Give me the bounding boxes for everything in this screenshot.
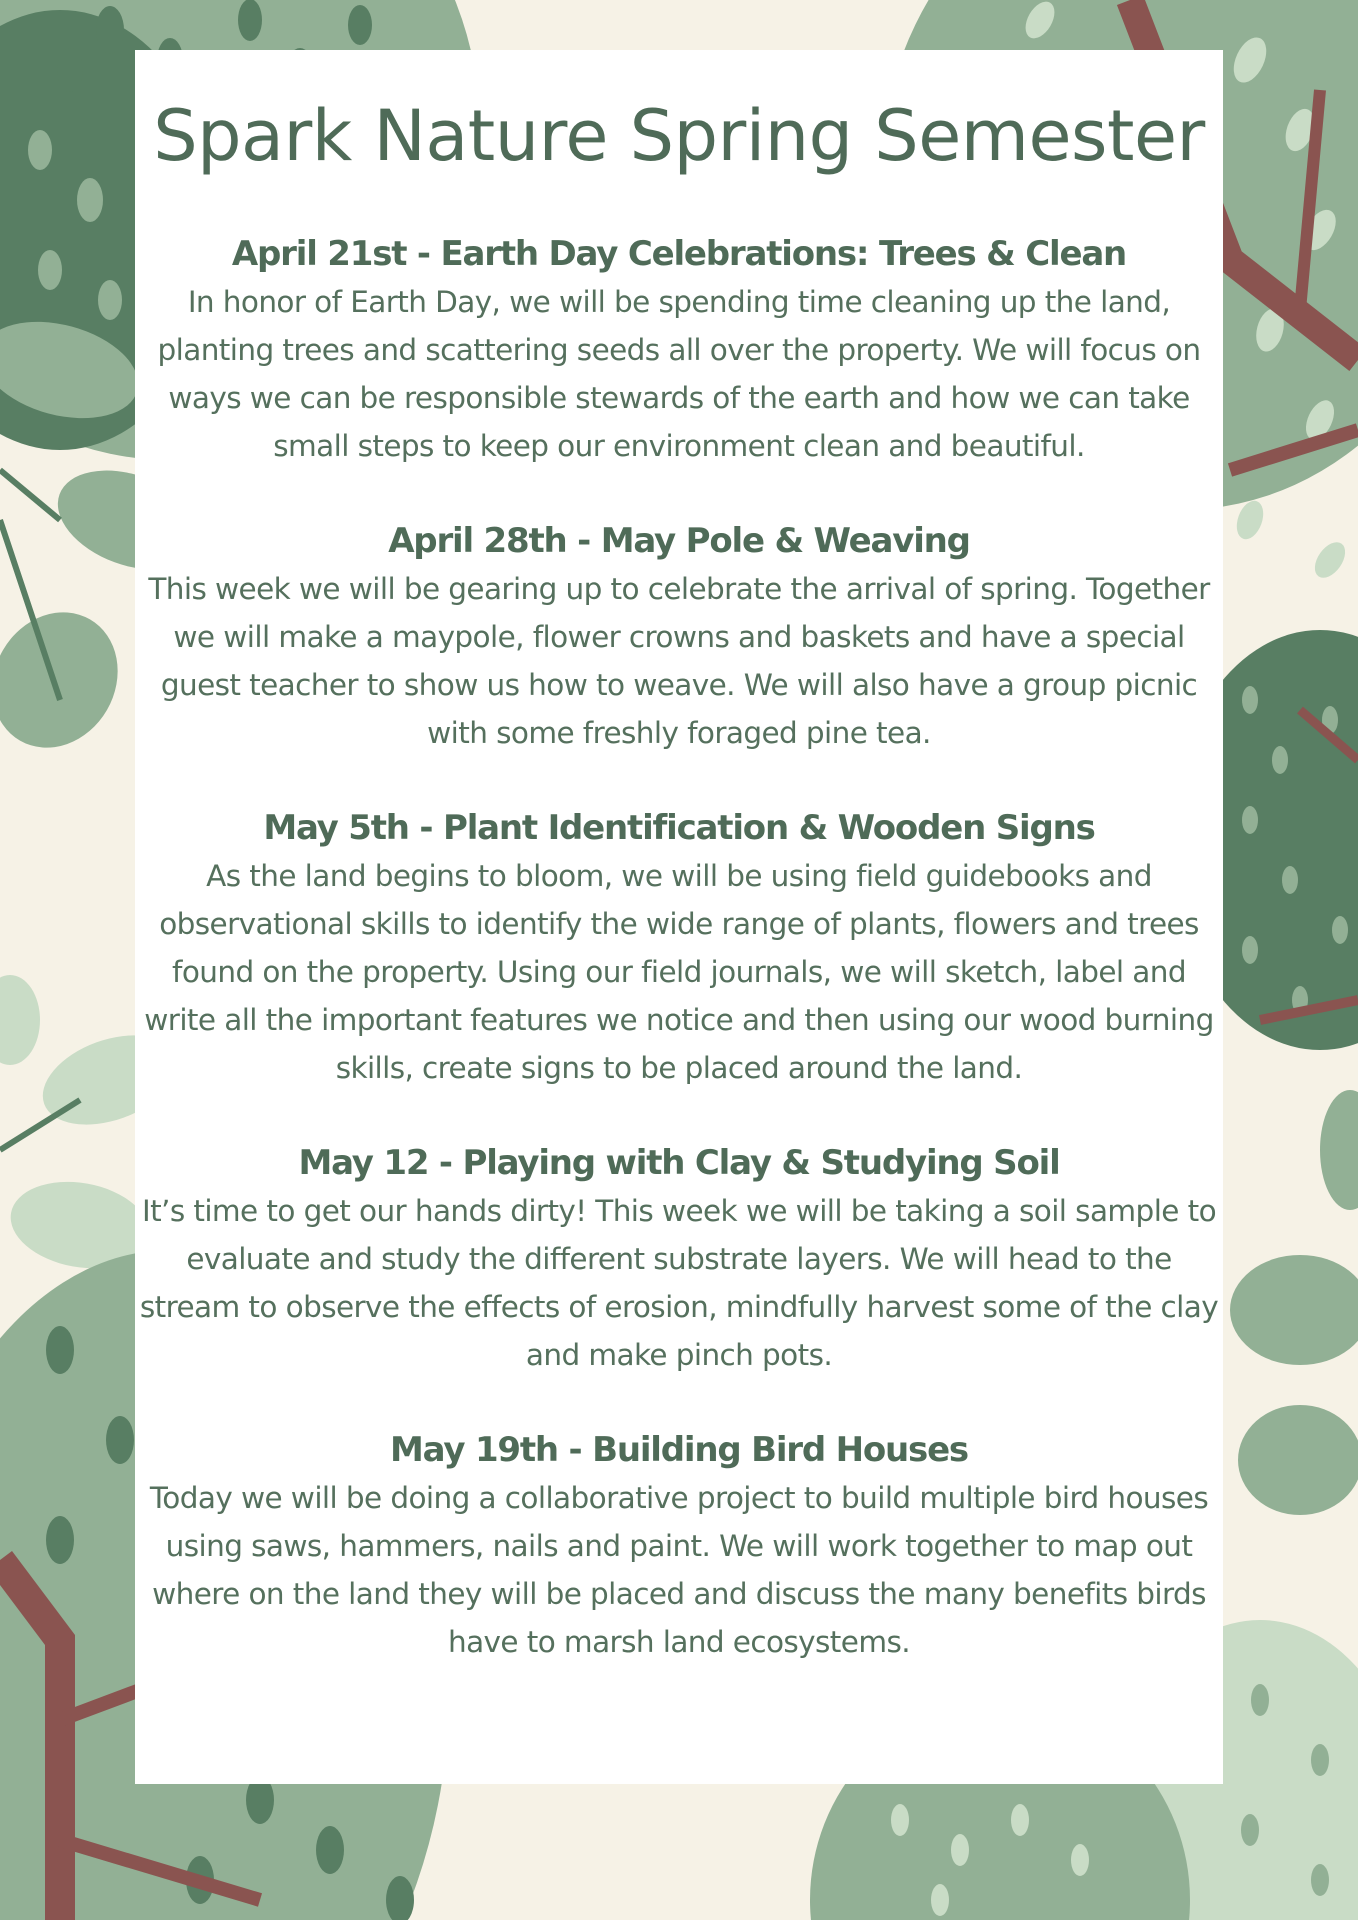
event-description: It’s time to get our hands dirty! This week we will be taking a soil sample to evaluate and study the different substrate layers. We will head to the stream to observe the effects of erosion, mindfully harvest some of the clay and make pinch pots. xyxy=(139,1194,1219,1372)
event-may-pole xyxy=(139,517,1219,757)
event-description: In honor of Earth Day, we will be spending time cleaning up the land, planting trees and scattering seeds all over the property. We will focus on ways we can be responsible stewards of the earth and how we can take small steps to keep our environment clean and beautiful. xyxy=(157,285,1201,463)
event-heading: May 19th - Building Bird Houses xyxy=(390,1430,968,1470)
schedule-card xyxy=(135,50,1223,1784)
page-title: Spark Nature Spring Semester xyxy=(153,95,1205,177)
event-heading: May 12 - Playing with Clay & Studying Soil xyxy=(298,1143,1060,1183)
event-description: This week we will be gearing up to celebrate the arrival of spring. Together we will make a maypole, flower crowns and baskets and have a special guest teacher to show us how to weave. We will also have a group picnic with some freshly foraged pine tea. xyxy=(148,572,1210,750)
event-description: As the land begins to bloom, we will be using field guidebooks and observational skills to identify the wide range of plants, flowers and trees found on the property. Using our field journals, we will sketch, label and write all the important features we notice and then using our wood burning skills, create signs to be placed around the land. xyxy=(144,859,1214,1085)
event-plant-identification xyxy=(139,804,1219,1092)
event-heading: May 5th - Plant Identification & Wooden Signs xyxy=(263,808,1095,848)
event-bird-houses xyxy=(139,1426,1219,1666)
event-heading: April 28th - May Pole & Weaving xyxy=(388,521,970,561)
event-heading: April 21st - Earth Day Celebrations: Trees & Clean xyxy=(231,234,1127,274)
event-clay-and-soil xyxy=(139,1139,1219,1379)
event-earth-day xyxy=(139,230,1219,470)
event-description: Today we will be doing a collaborative project to build multiple bird houses using saws, hammers, nails and paint. We will work together to map out where on the land they will be placed and discuss the many benefits birds have to marsh land ecosystems. xyxy=(149,1481,1209,1659)
leaves-right xyxy=(1230,1090,1358,1515)
